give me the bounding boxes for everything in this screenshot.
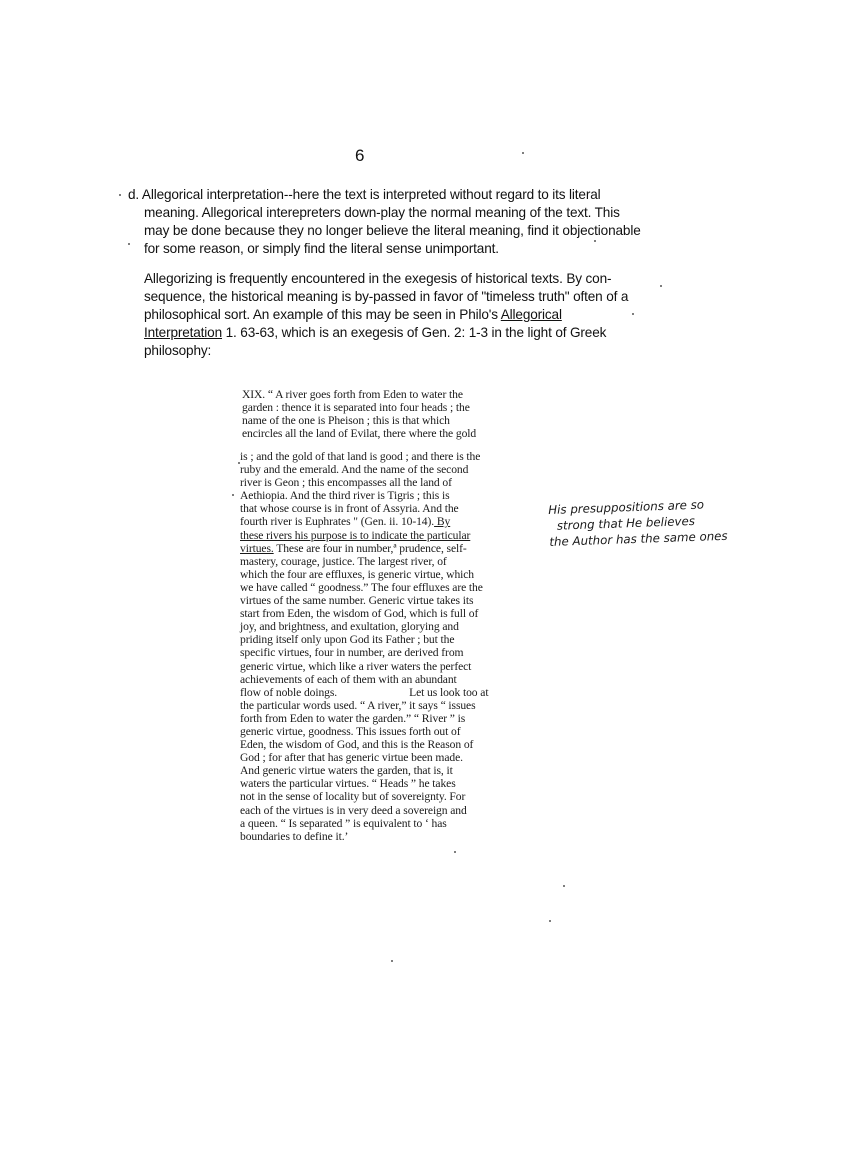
quote-line: river is Geon ; this encompasses all the land of [240, 476, 452, 490]
paragraph-line [144, 306, 628, 324]
quote-line: is ; and the gold of that land is good ; and there is the [240, 450, 481, 463]
paragraph-line: sequence, the historical meaning is by-passed in favor of "timeless truth" often of a [144, 289, 629, 304]
quote-line: which the four are effluxes, is generic virtue, which [240, 567, 475, 581]
paragraph-text: 1. 63-63, which is an exegesis of Gen. 2: 1-3 in the light of Greek [222, 325, 607, 340]
note-line: the Author has the same ones [549, 528, 728, 549]
scan-speck [119, 194, 121, 196]
quote-underlined-text: virtues. [240, 541, 274, 555]
quote-line: garden : thence it is separated into four heads ; the [242, 401, 470, 415]
allegorizing-paragraph [144, 270, 628, 360]
quote-line: start from Eden, the wisdom of God, which is full of [240, 607, 479, 621]
scan-speck [522, 152, 524, 154]
quote-line: Eden, the wisdom of God, and this is the Reason of [240, 738, 474, 752]
handwritten-margin-note [548, 494, 780, 550]
quote-text: These are four in number,ª prudence, self- [273, 541, 467, 555]
note-line: strong that He believes [556, 513, 696, 533]
paragraph-text: philosophical sort. An example of this may be seen in Philo's [144, 307, 501, 322]
quote-line: Aethiopia. And the third river is Tigris ; this is [240, 489, 450, 503]
section-d-line: for some reason, or simply find the literal sense unimportant. [144, 241, 499, 256]
quote-line: each of the virtues is in very deed a sovereign and [240, 803, 467, 817]
philo-quote-block-1 [242, 388, 530, 440]
quote-text: Let us look too at [409, 685, 489, 699]
quote-line: forth from Eden to water the garden.” “ River ” is [240, 711, 466, 725]
scan-speck [549, 920, 551, 922]
quote-line: God ; for after that has generic virtue been made. [240, 751, 463, 765]
quote-line: we have called “ goodness.” The four effluxes are the [240, 580, 483, 594]
quote-line: generic virtue, goodness. This issues forth out of [240, 724, 461, 738]
quote-line [240, 515, 528, 528]
quote-line: not in the sense of locality but of sovereignty. For [240, 790, 466, 804]
scan-speck [632, 313, 634, 315]
section-d-line: d. Allegorical interpretation--here the text is interpreted without regard to its literal [128, 187, 601, 202]
scan-speck [391, 960, 393, 962]
philo-quote-block-2 [240, 450, 528, 843]
scan-speck [454, 851, 456, 853]
quote-text: flow of noble doings. [240, 685, 338, 699]
quote-line: priding itself only upon God its Father ; but the [240, 633, 455, 647]
scan-speck [594, 240, 596, 242]
section-d-line: meaning. Allegorical interepreters down-play the normal meaning of the text. This [144, 205, 620, 220]
quote-line: virtues of the same number. Generic virtue takes its [240, 594, 474, 608]
quote-line: joy, and brightness, and exultation, glorying and [240, 620, 459, 634]
quote-line [240, 542, 528, 555]
quote-line [240, 686, 528, 699]
scan-speck [563, 885, 565, 887]
quote-line: a queen. “ Is separated ” is equivalent to ‘ has [240, 816, 447, 830]
quote-line: achievements of each of them with an abundant [240, 672, 457, 686]
paragraph-line: Allegorizing is frequently encountered in the exegesis of historical texts. By con- [144, 271, 612, 286]
quote-line: name of the one is Pheison ; this is that which [242, 414, 450, 428]
section-d-line: may be done because they no longer believe the literal meaning, find it objectionable [144, 223, 641, 238]
quote-line: ruby and the emerald. And the name of the second [240, 463, 469, 477]
section-d-paragraph [128, 186, 641, 258]
quote-text: fourth river is Euphrates " (Gen. ii. 10-14). [240, 515, 435, 529]
quote-underlined-text: By [434, 515, 451, 529]
scan-speck [232, 494, 234, 496]
quote-line: And generic virtue waters the garden, that is, it [240, 764, 453, 778]
quote-line: generic virtue, which like a river waters the perfect [240, 659, 472, 673]
page-number: 6 [355, 146, 365, 165]
paragraph-line: philosophy: [144, 343, 212, 358]
book-title-part1: Allegorical [500, 307, 562, 322]
quote-line: that whose course is in front of Assyria. And the [240, 502, 459, 516]
quote-line: encircles all the land of Evilat, there where the gold [242, 427, 477, 441]
quote-underlined-line: these rivers his purpose is to indicate the particular [240, 528, 471, 542]
book-title-part2: Interpretation [144, 325, 223, 340]
quote-line: mastery, courage, justice. The largest river, of [240, 554, 447, 568]
scan-speck [238, 462, 240, 464]
scan-speck [128, 243, 130, 245]
paragraph-line [144, 324, 628, 342]
quote-line: specific virtues, four in number, are derived from [240, 646, 464, 660]
quote-line: waters the particular virtues. “ Heads ” he takes [240, 777, 456, 791]
quote-line: the particular words used. “ A river,” it says “ issues [240, 698, 476, 712]
quote-line: boundaries to define it.’ [240, 829, 349, 843]
scan-speck [660, 285, 662, 287]
quote-line: XIX. “ A river goes forth from Eden to water the [242, 388, 463, 401]
note-line: His presuppositions are so [548, 497, 705, 517]
